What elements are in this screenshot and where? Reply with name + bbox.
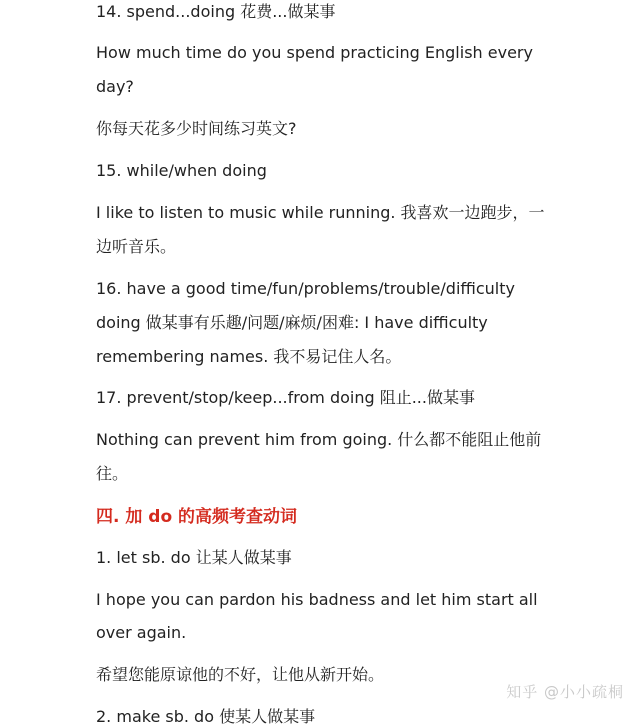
item-1-heading: 1. let sb. do 让某人做某事 [96, 548, 292, 567]
item-2-heading: 2. make sb. do 使某人做某事 [96, 707, 316, 726]
example-17-line-2: 往。 [96, 464, 129, 483]
example-1-line-2: over again. [96, 623, 187, 642]
example-14-line-1: How much time do you spend practicing English every [96, 43, 533, 62]
item-14-heading: 14. spend...doing 花费...做某事 [96, 2, 336, 21]
translation-1: 希望您能原谅他的不好，让他从新开始。 [96, 665, 385, 684]
example-14-line-2: day? [96, 77, 134, 96]
item-17-heading: 17. prevent/stop/keep...from doing 阻止...做某事 [96, 388, 475, 407]
translation-14: 你每天花多少时间练习英文? [96, 119, 297, 138]
section-heading: 四. 加 do 的高频考查动词 [96, 507, 298, 527]
item-16-line-3: remembering names. 我不易记住人名。 [96, 347, 402, 366]
watermark: 知乎 @小小疏桐 [506, 683, 624, 701]
item-16-heading: 16. have a good time/fun/problems/trouble/difficulty [96, 279, 515, 298]
example-15-line-2: 边听音乐。 [96, 237, 177, 256]
item-16-line-2: doing 做某事有乐趣/问题/麻烦/困难: I have difficulty [96, 313, 488, 332]
item-15-heading: 15. while/when doing [96, 161, 267, 180]
example-15-line-1: I like to listen to music while running. 我喜欢一边跑步，一 [96, 203, 545, 222]
example-1-line-1: I hope you can pardon his badness and let him start all [96, 590, 538, 609]
example-17-line-1: Nothing can prevent him from going. 什么都不能阻止他前 [96, 430, 542, 449]
